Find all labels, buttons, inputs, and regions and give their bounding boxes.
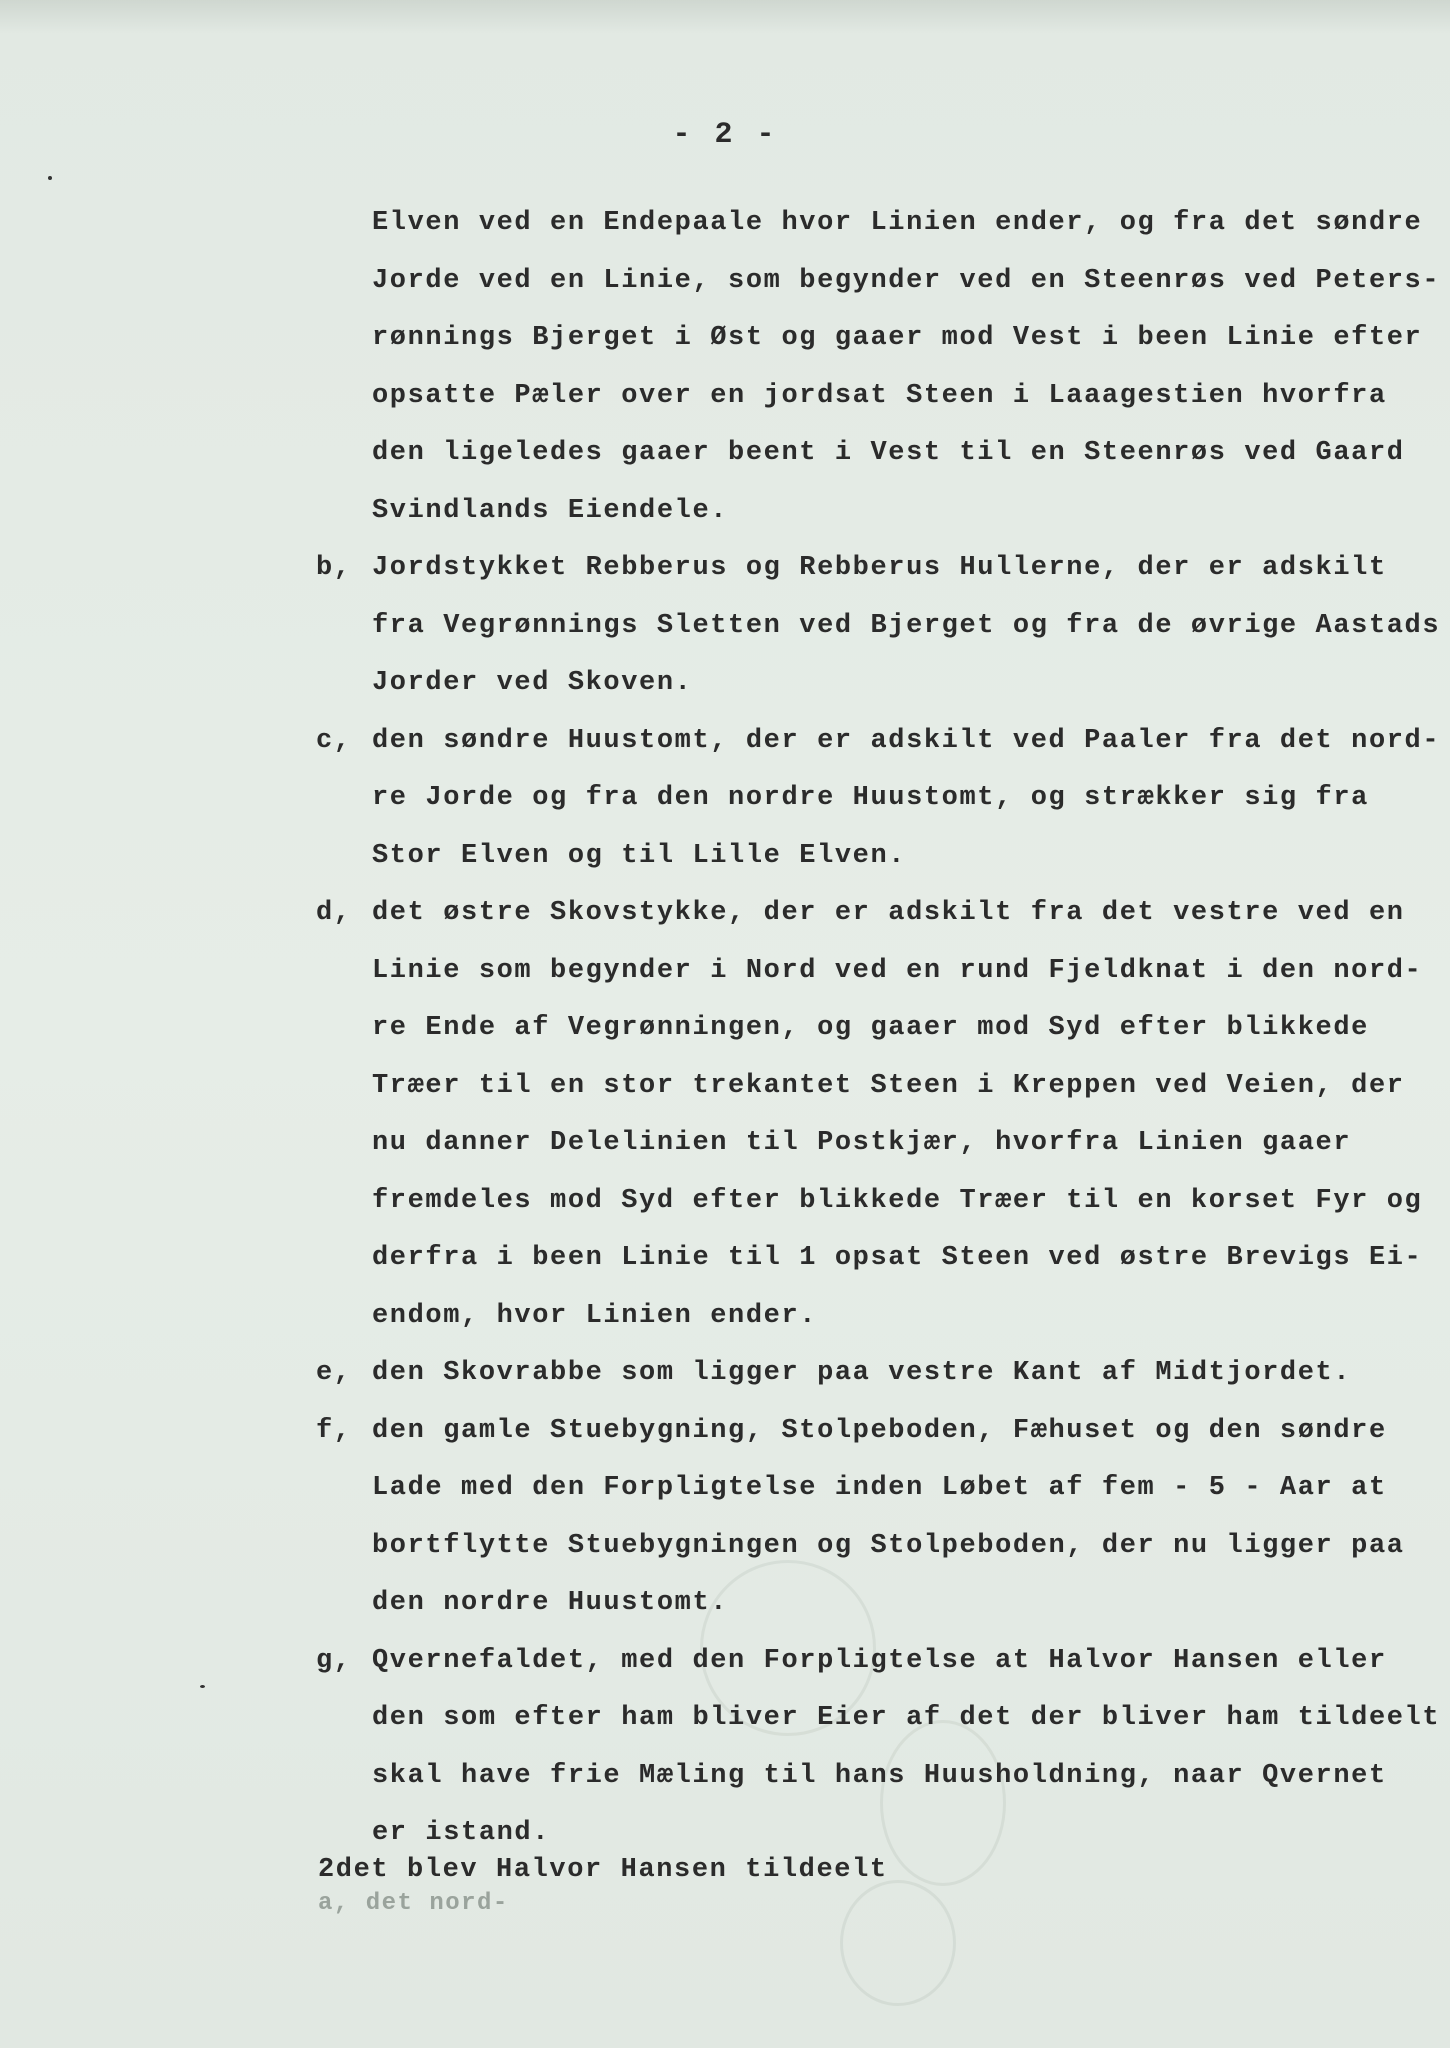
text-line: den gamle Stuebygning, Stolpeboden, Fæhuset og den søndre bbox=[372, 1416, 1387, 1446]
text-line: Jorde ved en Linie, som begynder ved en Steenrøs ved Peters- bbox=[372, 266, 1441, 296]
list-marker: c, bbox=[316, 726, 352, 756]
text-line: Lade med den Forpligtelse inden Løbet af fem - 5 - Aar at bbox=[372, 1473, 1387, 1503]
list-marker: b, bbox=[316, 553, 352, 583]
text-line: re Jorde og fra den nordre Huustomt, og strækker sig fra bbox=[372, 783, 1369, 813]
text-line: Træer til en stor trekantet Steen i Kreppen ved Veien, der bbox=[372, 1071, 1405, 1101]
text-line: fra Vegrønnings Sletten ved Bjerget og fra de øvrige Aastads bbox=[372, 611, 1441, 641]
list-marker: e, bbox=[316, 1358, 352, 1388]
text-line: Jorder ved Skoven. bbox=[372, 668, 693, 698]
text-line: fremdeles mod Syd efter blikkede Træer til en korset Fyr og bbox=[372, 1186, 1423, 1216]
text-line: den Skovrabbe som ligger paa vestre Kant af Midtjordet. bbox=[372, 1358, 1352, 1388]
text-line: den som efter ham bliver Eier af det der bliver ham tildeelt bbox=[372, 1703, 1441, 1733]
bleedthrough-text: a, det nord- bbox=[318, 1890, 509, 1917]
text-line: derfra i been Linie til 1 opsat Steen ved østre Brevigs Ei- bbox=[372, 1243, 1423, 1273]
text-line: rønnings Bjerget i Øst og gaaer mod Vest i been Linie efter bbox=[372, 323, 1423, 353]
closing-line: 2det blev Halvor Hansen tildeelt bbox=[318, 1855, 888, 1885]
text-line: skal have frie Mæling til hans Huusholdning, naar Qvernet bbox=[372, 1761, 1387, 1791]
text-line: er istand. bbox=[372, 1818, 551, 1848]
text-line: Jordstykket Rebberus og Rebberus Hullerne, der er adskilt bbox=[372, 553, 1387, 583]
list-marker: f, bbox=[316, 1416, 352, 1446]
text-line: Elven ved en Endepaale hvor Linien ender, og fra det søndre bbox=[372, 208, 1423, 238]
list-marker: g, bbox=[316, 1646, 352, 1676]
page-number: - 2 - bbox=[672, 118, 778, 152]
text-line: opsatte Pæler over en jordsat Steen i Laaagestien hvorfra bbox=[372, 381, 1387, 411]
margin-mark bbox=[200, 1685, 205, 1688]
text-line: Stor Elven og til Lille Elven. bbox=[372, 841, 907, 871]
list-marker: d, bbox=[316, 898, 352, 928]
text-line: den ligeledes gaaer beent i Vest til en Steenrøs ved Gaard bbox=[372, 438, 1405, 468]
page-top-edge bbox=[0, 0, 1450, 34]
text-line: Svindlands Eiendele. bbox=[372, 496, 729, 526]
text-line: nu danner Delelinien til Postkjær, hvorfra Linien gaaer bbox=[372, 1128, 1352, 1158]
text-line: Linie som begynder i Nord ved en rund Fjeldknat i den nord- bbox=[372, 956, 1423, 986]
text-line: bortflytte Stuebygningen og Stolpeboden, der nu ligger paa bbox=[372, 1531, 1405, 1561]
text-line: den søndre Huustomt, der er adskilt ved Paaler fra det nord- bbox=[372, 726, 1441, 756]
text-line: re Ende af Vegrønningen, og gaaer mod Syd efter blikkede bbox=[372, 1013, 1369, 1043]
text-line: den nordre Huustomt. bbox=[372, 1588, 729, 1618]
watermark-stamp-inner bbox=[880, 1720, 1006, 1886]
text-line: det østre Skovstykke, der er adskilt fra det vestre ved en bbox=[372, 898, 1405, 928]
watermark-stamp-lower bbox=[840, 1880, 956, 2006]
text-line: Qvernefaldet, med den Forpligtelse at Halvor Hansen eller bbox=[372, 1646, 1387, 1676]
text-line: endom, hvor Linien ender. bbox=[372, 1301, 818, 1331]
margin-mark bbox=[48, 176, 52, 180]
